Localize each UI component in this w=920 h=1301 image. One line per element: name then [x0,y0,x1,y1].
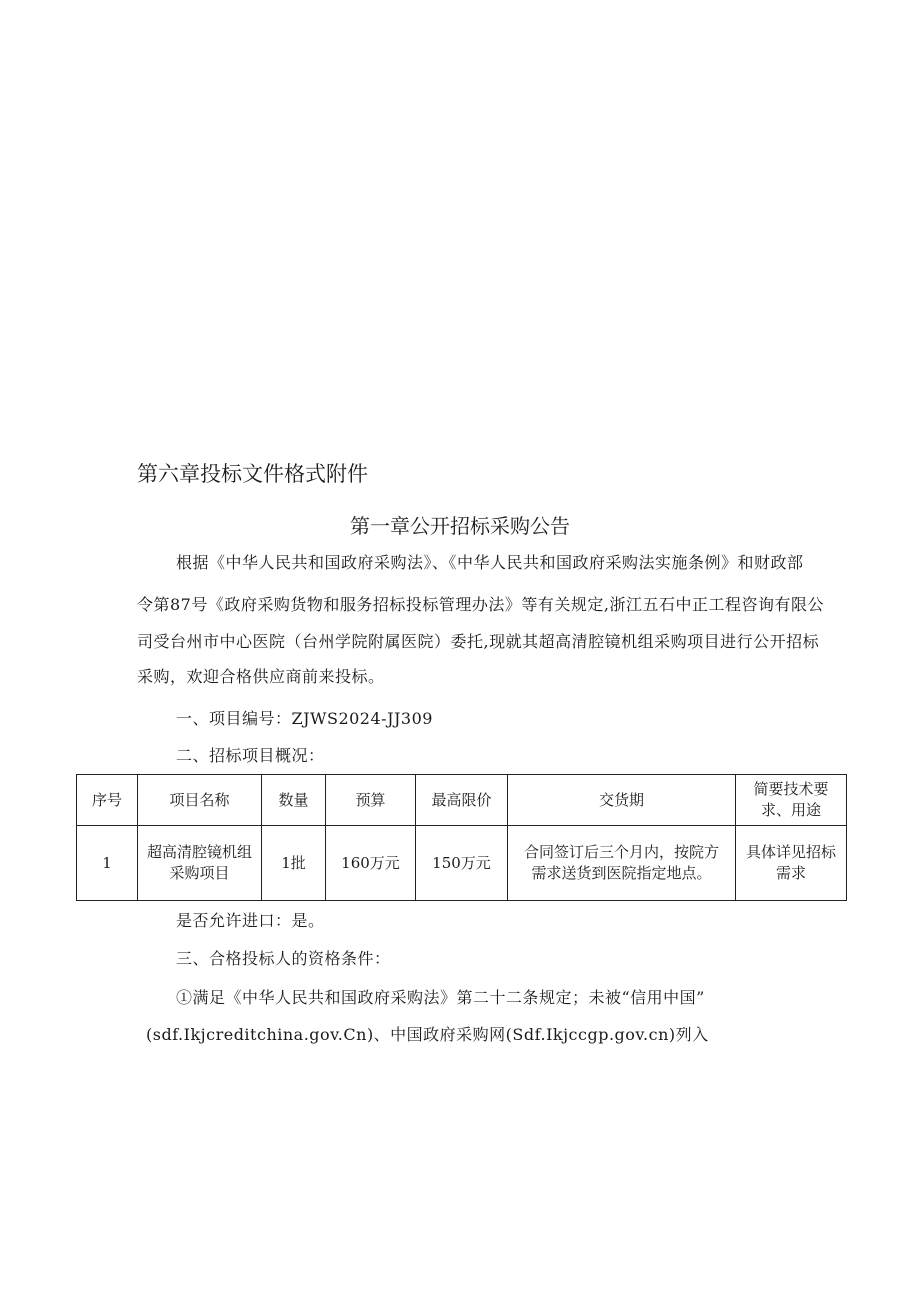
cell-budget: 160万元 [326,826,416,901]
chapter-heading: 第六章投标文件格式附件 [137,462,368,486]
cell-tech [736,826,847,901]
cell-delivery [508,826,736,901]
header-max-price: 最高限价 [416,775,508,826]
header-delivery: 交货期 [508,775,736,826]
header-qty: 数量 [262,775,326,826]
section-title: 第一章公开招标采购公告 [350,514,570,538]
intro-line-2: 令第87号《政府采购货物和服务招标投标管理办法》等有关规定,浙江五石中正工程咨询有限公 [137,595,824,614]
header-tech-line-1: 简要技术要 [753,780,829,798]
cell-max-price: 150万元 [416,826,508,901]
import-allowed: 是否允许进口：是。 [176,911,325,930]
intro-line-3: 司受台州市中心医院（台州学院附属医院）委托,现就其超高清腔镜机组采购项目进行公开招标 [137,632,820,651]
cell-delivery-line-1: 合同签订后三个月内，按院方 [523,843,719,861]
qualification-heading: 三、合格投标人的资格条件： [176,949,391,968]
cell-tech-line-2: 需求 [775,864,806,882]
intro-line-4: 采购，欢迎合格供应商前来投标。 [137,667,385,686]
cell-name-line-1: 超高清腔镜机组 [146,843,252,861]
header-name: 项目名称 [138,775,262,826]
header-tech [736,775,847,826]
procurement-table [76,774,847,901]
cell-name [138,826,262,901]
cell-tech-line-1: 具体详见招标 [745,843,836,861]
header-budget: 预算 [326,775,416,826]
project-overview-heading: 二、招标项目概况： [176,746,325,765]
intro-line-1: 根据《中华人民共和国政府采购法》、《中华人民共和国政府采购法实施条例》和财政部 [176,553,804,572]
table-row [77,826,847,901]
cell-qty: 1批 [262,826,326,901]
cell-delivery-line-2: 需求送货到医院指定地点。 [531,864,712,882]
cell-name-line-2: 采购项目 [169,864,230,882]
header-tech-line-2: 求、用途 [760,801,821,819]
header-seq: 序号 [77,775,138,826]
qualification-item-1: ①满足《中华人民共和国政府采购法》第二十二条规定；未被“信用中国” [176,988,705,1007]
project-number: 一、项目编号：ZJWS2024-JJ309 [176,709,433,728]
cell-seq: 1 [77,826,138,901]
qualification-item-1-cont: (sdf.Ikjcreditchina.gov.Cn)、中国政府采购网(Sdf.Ikjccgp.gov.cn)列入 [146,1025,709,1044]
table-header-row [77,775,847,826]
